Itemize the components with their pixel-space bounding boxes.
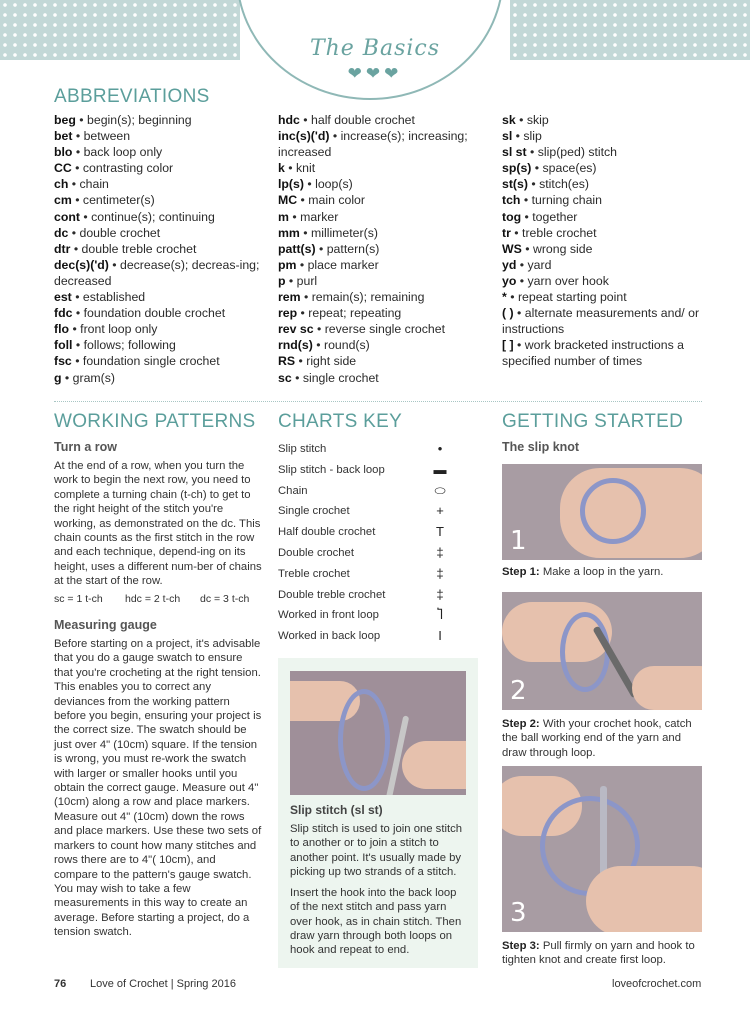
hand-shape [632,666,702,710]
bullet-separator: • [72,338,84,353]
abbreviation-definition: yarn over hook [527,273,609,288]
page-section-title: The Basics [309,36,441,61]
stitch-symbol-icon: • [437,441,443,456]
step-2-label: Step 2: [502,718,540,730]
bullet-separator: • [513,338,525,353]
bullet-separator: • [296,257,308,272]
step-3-caption [502,939,707,968]
abbreviation-term: cm [54,193,72,208]
abbreviation-term: p [278,273,286,288]
abbreviation-definition: foundation double crochet [83,306,226,321]
abbreviation-definition: place marker [307,257,379,272]
abbreviation-definition: treble crochet [522,225,597,240]
footer-publication [90,978,236,990]
abbreviation-entry [54,289,276,305]
bullet-separator: • [527,177,540,192]
abbreviation-term: ch [54,177,69,192]
abbreviation-entry [278,321,500,337]
abbreviation-definition: foundation single crochet [82,354,220,369]
abbreviation-term: lp(s) [278,177,304,192]
abbreviation-entry [278,273,500,289]
abbreviation-term: sl st [502,145,527,160]
charts-key-label: Half double crochet [278,526,376,539]
bullet-separator: • [69,322,81,337]
abbreviation-term: ( ) [502,306,514,321]
bullet-separator: • [299,225,312,240]
abbreviation-definition: double treble crochet [81,241,197,256]
abbreviation-definition: loop(s) [315,177,353,192]
stitch-symbol-icon: I [438,628,442,644]
abbreviation-term: rem [278,290,301,305]
abbreviation-entry [502,305,707,337]
abbreviation-entry [278,225,500,241]
abbreviation-entry [278,209,500,225]
step-2-text: With your crochet hook, catch the ball working end of the yarn and draw through loop. [502,718,692,759]
abbreviation-entry [278,160,500,176]
charts-key-label: Treble crochet [278,567,350,580]
abbreviation-entry [502,192,707,208]
abbreviation-term: sl [502,129,513,144]
slip-knot-heading: The slip knot [502,440,580,454]
abbreviation-term: fdc [54,306,73,321]
yarn-loop-shape [560,612,610,692]
abbreviation-entry [502,112,707,128]
bullet-separator: • [71,290,83,305]
slip-stitch-text-1: Slip stitch is used to join one stitch to another or to join a stitch to another point. It's usually made by picking up two strands of a stitch. [290,823,463,878]
bullet-separator: • [72,129,84,144]
abbreviation-term: beg [54,113,76,127]
abbreviation-term: WS [502,241,522,256]
bullet-separator: • [531,161,543,176]
abbreviation-entry [278,192,500,208]
charts-key-list [278,443,448,648]
abbreviation-entry [54,144,276,160]
abbreviation-term: tch [502,193,521,208]
stitch-symbol-icon: + [436,503,444,519]
step-2-photo [502,592,702,710]
abbreviation-term: st(s) [502,177,528,192]
abbreviation-definition: reverse single crochet [324,322,445,337]
abbreviation-term: k [278,161,285,176]
section-divider [54,401,702,402]
step-1-text: Make a loop in the yarn. [542,566,664,578]
abbreviation-definition: slip(ped) stitch [537,145,618,160]
abbreviation-definition: between [83,129,131,144]
abbreviation-definition: together [532,209,578,224]
bullet-separator: • [72,145,84,160]
turning-chain-dc: dc = 3 t-ch [200,593,250,605]
abbreviation-definition: repeat; repeating [308,306,402,321]
charts-key-row [278,630,448,650]
abbreviation-definition: half double crochet [311,113,415,127]
abbreviation-entry [54,370,276,386]
abbreviation-entry [278,353,500,369]
abbreviation-definition: skip [526,113,549,127]
abbreviation-entry [502,209,707,225]
hand-shape [402,741,466,789]
abbreviation-definition: centimeter(s) [82,193,155,208]
abbreviation-entry [278,176,500,192]
abbreviation-definition: space(es) [542,161,597,176]
abbreviation-entry [54,112,276,128]
working-patterns-heading: WORKING PATTERNS [54,411,256,432]
measuring-gauge-text: Before starting on a project, it's advisable that you do a gauge swatch to ensure that you're crocheting at the right tension. This enables you to correct any deviances from the working pattern before you begin, ensuring your project is the correct size. The swatch should be just over 4" (10cm) square. If the tension is wrong, you must re-work the swatch with larger or smaller hooks until you obtain the correct gauge. Measure out 4" (10cm) along a row and place markers. Measure out 4" (10cm) down the rows and place markers. Use these two sets of markers to count how many stitches and rows there are to 4"( 10cm), and compare to the pattern's gauge swatch. You may wish to take a few measurements in this way to create an average. Before starting a project, do a tension swatch. [54,638,262,939]
charts-key-row [278,586,448,609]
abbreviation-entry [54,321,276,337]
abbreviation-definition: gram(s) [72,370,116,385]
charts-key-label: Worked in front loop [278,609,379,622]
bullet-separator: • [295,354,307,369]
bullet-separator: • [75,113,88,127]
abbreviation-term: [ ] [502,338,514,353]
abbreviation-term: rev sc [278,322,314,337]
bullet-separator: • [526,145,538,160]
turn-a-row-heading: Turn a row [54,440,117,454]
abbreviation-entry [278,370,500,386]
bullet-separator: • [70,241,82,256]
abbreviation-term: rep [278,306,298,321]
abbreviation-definition: work bracketed instructions a specified number of times [502,338,684,369]
bullet-separator: • [513,306,525,321]
abbreviations-heading: ABBREVIATIONS [54,86,210,107]
abbreviation-term: est [54,290,72,305]
abbreviation-entry [278,337,500,353]
abbreviations-column-1 [54,112,276,386]
charts-key-row [278,565,448,588]
abbreviation-term: RS [278,354,296,369]
bullet-separator: • [291,370,303,385]
bullet-separator: • [521,209,533,224]
crochet-swatch-shape [338,689,390,791]
charts-key-label: Slip stitch [278,443,327,455]
stitch-symbol-icon: ▬ [433,461,447,477]
charts-key-label: Worked in back loop [278,630,381,643]
bullet-separator: • [303,177,316,192]
abbreviation-definition: round(s) [323,338,370,353]
bullet-separator: • [79,209,92,224]
getting-started-heading: GETTING STARTED [502,411,684,432]
abbreviation-term: CC [54,161,72,176]
hand-shape [586,866,702,932]
abbreviation-term: cont [54,209,80,224]
bullet-separator: • [297,193,309,208]
abbreviation-entry [278,241,500,257]
stitch-symbol-icon: T [436,524,444,540]
abbreviation-term: tr [502,225,511,240]
abbreviation-entry [502,257,707,273]
abbreviation-entry [278,112,500,128]
abbreviation-definition: increase(s); increasing; increased [278,129,468,160]
bullet-separator: • [68,177,80,192]
step-1-number: 1 [510,526,527,556]
abbreviation-entry [54,305,276,321]
turning-chain-sc: sc = 1 t-ch [54,593,103,605]
bullet-separator: • [510,225,523,240]
abbreviation-entry [54,192,276,208]
charts-key-row [278,443,448,463]
abbreviation-term: inc(s)('d) [278,129,330,144]
charts-key-label: Slip stitch - back loop [278,463,385,476]
charts-key-label: Double treble crochet [278,588,386,601]
step-3-label: Step 3: [502,940,540,952]
charts-key-row [278,526,448,546]
bullet-separator: • [284,161,296,176]
abbreviation-definition: turning chain [531,193,603,208]
abbreviation-definition: stitch(es) [539,177,589,192]
abbreviation-definition: front loop only [80,322,158,337]
abbreviation-term: dec(s)('d) [54,257,109,272]
abbreviation-term: rnd(s) [278,338,313,353]
abbreviation-definition: knit [295,161,316,176]
abbreviation-term: bet [54,129,73,144]
abbreviation-definition: alternate measurements and/ or instructions [502,306,700,337]
bullet-separator: • [516,257,528,272]
abbreviation-term: dc [54,225,69,240]
abbreviation-entry [278,257,500,273]
abbreviation-term: g [54,370,62,385]
abbreviation-definition: yard [527,257,552,272]
bullet-separator: • [512,129,524,144]
abbreviation-term: MC [278,193,298,208]
abbreviation-entry [54,128,276,144]
turn-a-row-text: At the end of a row, when you turn the work to begin the next row, you need to complete a turning chain (t-ch) to get to the right height of the stitch you're working, as demonstrated on the dc. This chain counts as the first stitch in the row and each technique, depend-ing on its height, uses a different num-ber of chains at the start of the row. [54,460,262,588]
abbreviation-definition: slip [523,129,542,144]
bullet-separator: • [68,225,80,240]
abbreviation-entry [502,337,707,369]
abbreviation-definition: remain(s); remaining [311,290,425,305]
bullet-separator: • [61,370,73,385]
stitch-symbol-icon: ‡ [436,586,444,602]
bullet-separator: • [313,322,325,337]
bullet-separator: • [506,290,518,305]
abbreviation-entry [278,128,500,160]
step-2-caption [502,717,707,760]
abbreviations-column-3 [502,112,707,370]
abbreviation-definition: double crochet [79,225,161,240]
step-1-label: Step 1: [502,566,540,578]
bullet-separator: • [71,161,83,176]
bullet-separator: • [297,306,309,321]
abbreviation-entry [54,160,276,176]
abbreviation-term: foll [54,338,73,353]
abbreviation-term: * [502,290,507,305]
charts-key-heading: CHARTS KEY [278,411,403,432]
abbreviation-entry [278,305,500,321]
step-1-photo [502,464,702,560]
abbreviation-definition: established [82,290,146,305]
abbreviation-definition: decrease(s); decreas-ing; decreased [54,257,260,288]
abbreviation-definition: back loop only [83,145,163,160]
stitch-symbol-icon: ‡ [436,545,444,560]
abbreviation-term: hdc [278,113,300,127]
abbreviation-entry [54,176,276,192]
abbreviation-entry [502,225,707,241]
stitch-symbol-icon: ⬭ [434,482,446,498]
bullet-separator: • [71,193,83,208]
abbreviation-definition: wrong side [532,241,593,256]
step-3-number: 3 [510,898,527,928]
abbreviation-entry [54,353,276,369]
abbreviation-entry [278,289,500,305]
abbreviation-definition: continue(s); continuing [91,209,215,224]
footer-magazine: Love of Crochet [90,978,168,990]
footer-issue: | Spring 2016 [170,978,236,990]
measuring-gauge-heading: Measuring gauge [54,618,157,632]
abbreviation-term: sp(s) [502,161,532,176]
abbreviation-definition: purl [296,273,318,288]
abbreviation-entry [502,128,707,144]
abbreviation-term: blo [54,145,73,160]
slip-stitch-text-2: Insert the hook into the back loop of the next stitch and pass yarn over hook, as in chain stitch. Then draw yarn through both loops on hook and repeat to end. [290,887,462,957]
bullet-separator: • [520,193,532,208]
abbreviation-term: yo [502,273,517,288]
hearts-icon: ❤❤❤ [347,64,403,83]
abbreviation-entry [502,289,707,305]
charts-key-label: Double crochet [278,547,354,559]
abbreviation-definition: millimeter(s) [311,225,378,240]
abbreviation-entry [54,257,276,289]
abbreviation-definition: contrasting color [82,161,174,176]
bullet-separator: • [299,113,312,127]
abbreviation-definition: right side [306,354,357,369]
abbreviation-term: sc [278,370,292,385]
stitch-symbol-icon: Ⴈ [437,607,443,623]
charts-key-row [278,461,448,484]
step-3-photo [502,766,702,932]
abbreviation-term: mm [278,225,300,240]
abbreviation-definition: repeat starting point [517,290,627,305]
abbreviation-term: dtr [54,241,71,256]
abbreviation-definition: marker [300,209,339,224]
abbreviation-definition: pattern(s) [326,241,380,256]
abbreviations-column-2 [278,112,500,386]
abbreviation-definition: main color [308,193,365,208]
charts-key-row [278,547,448,567]
bullet-separator: • [71,354,83,369]
abbreviation-term: fsc [54,354,72,369]
abbreviation-entry [502,160,707,176]
abbreviation-entry [502,241,707,257]
abbreviation-term: tog [502,209,522,224]
bullet-separator: • [288,209,301,224]
footer-site[interactable]: loveofcrochet.com [612,978,702,990]
step-2-number: 2 [510,676,527,706]
turning-chain-hdc: hdc = 2 t-ch [125,593,181,605]
abbreviation-definition: chain [79,177,109,192]
abbreviation-definition: single crochet [302,370,379,385]
charts-key-row [278,609,448,629]
abbreviation-entry [502,144,707,160]
bullet-separator: • [285,273,297,288]
abbreviation-term: patt(s) [278,241,316,256]
step-1-caption [502,565,707,579]
charts-key-label: Single crochet [278,505,350,518]
abbreviation-definition: follows; following [83,338,176,353]
yarn-loop-shape [580,478,646,544]
abbreviation-entry [54,241,276,257]
step-3-text: Pull firmly on yarn and hook to tighten knot and create first loop. [502,940,695,967]
abbreviation-entry [502,176,707,192]
bullet-separator: • [515,113,527,127]
abbreviation-definition: begin(s); beginning [87,113,192,127]
stitch-symbol-icon: ‡ [436,565,444,581]
abbreviation-entry [502,273,707,289]
bullet-separator: • [521,241,533,256]
charts-key-row [278,482,448,505]
bullet-separator: • [329,129,341,144]
charts-key-row [278,505,448,525]
bullet-separator: • [300,290,312,305]
abbreviation-term: m [278,209,289,224]
abbreviation-term: pm [278,257,297,272]
abbreviation-term: yd [502,257,517,272]
bullet-separator: • [312,338,324,353]
abbreviation-entry [54,337,276,353]
bullet-separator: • [108,257,120,272]
bullet-separator: • [72,306,84,321]
slip-stitch-title: Slip stitch (sl st) [290,803,383,817]
abbreviation-term: flo [54,322,70,337]
bullet-separator: • [315,241,327,256]
bullet-separator: • [516,273,528,288]
abbreviation-term: sk [502,113,516,127]
charts-key-label: Chain [278,484,308,497]
slip-stitch-photo [290,671,466,795]
abbreviation-entry [54,209,276,225]
page-number: 76 [54,978,67,990]
abbreviation-entry [54,225,276,241]
